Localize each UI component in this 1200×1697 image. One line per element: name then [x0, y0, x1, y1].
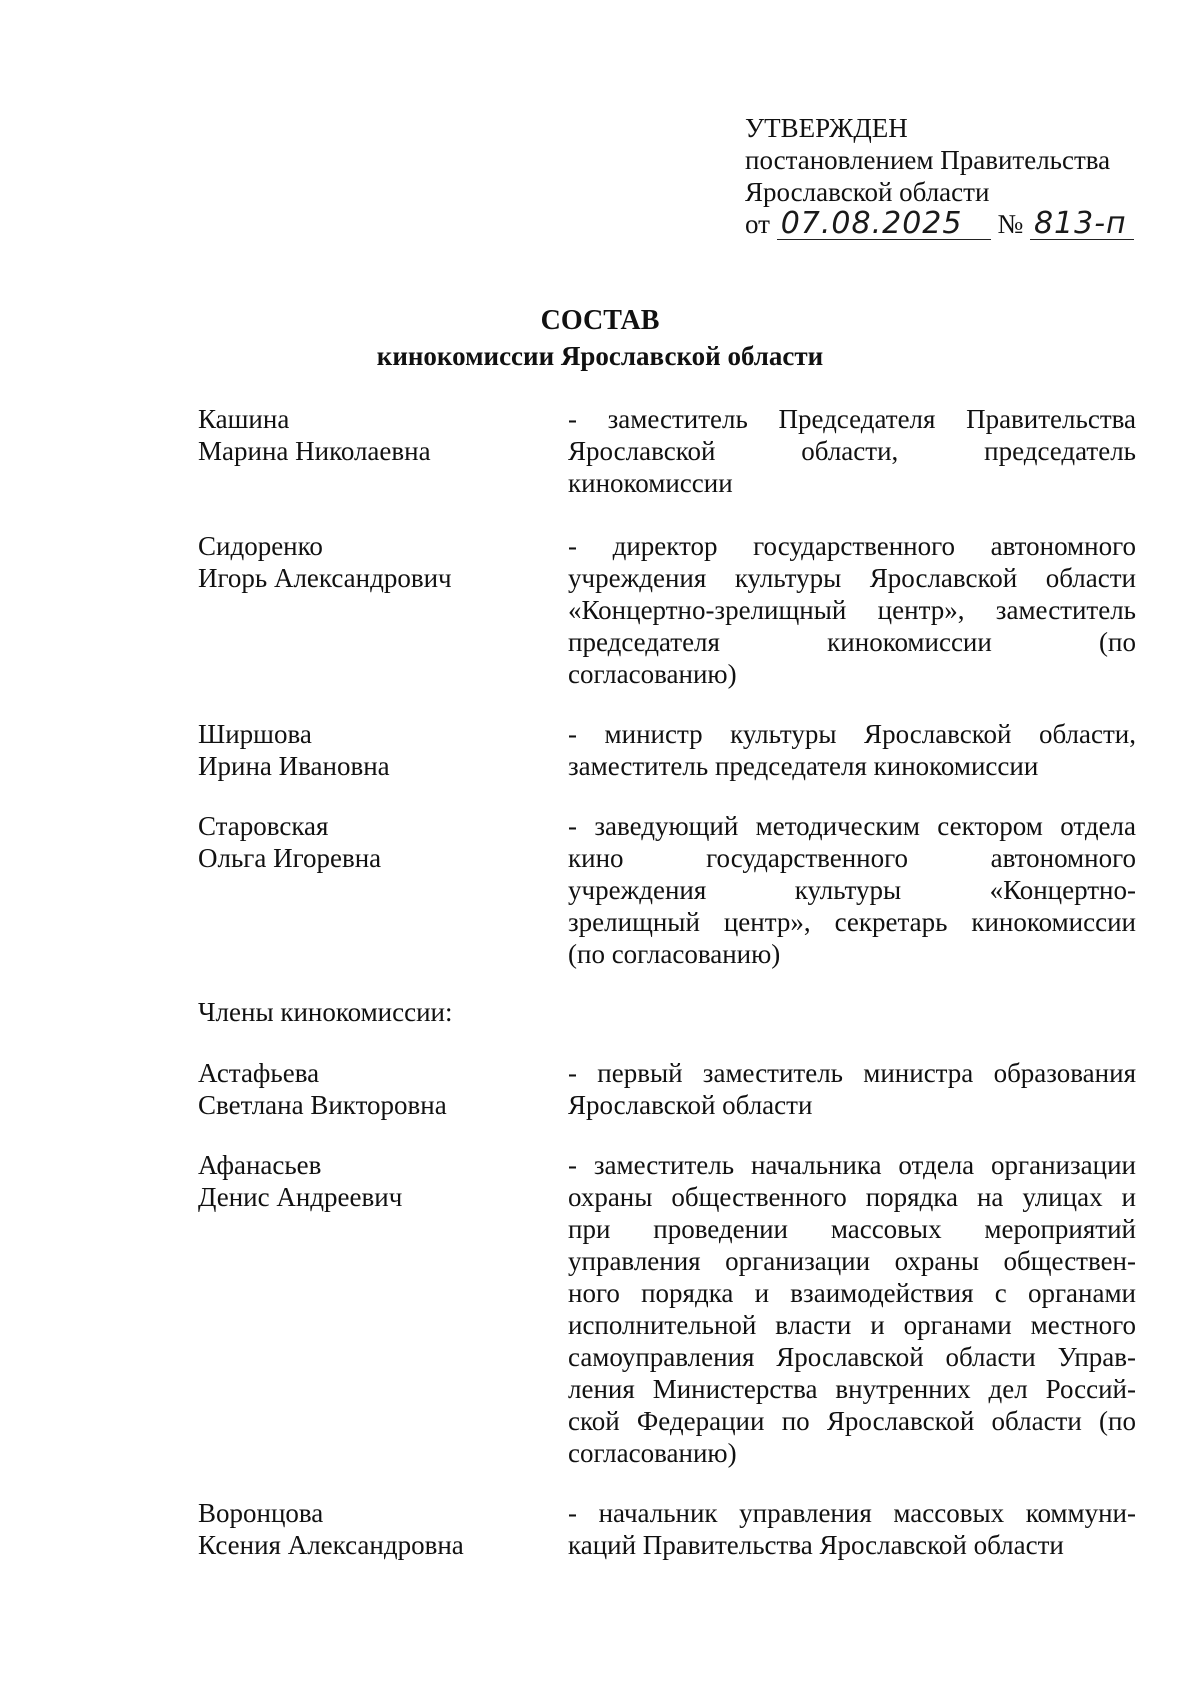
given-names: Ксения Александровна — [198, 1530, 464, 1560]
desc-line: согласованию) — [568, 1438, 737, 1468]
given-names: Денис Андреевич — [198, 1182, 403, 1212]
surname: Воронцова — [198, 1498, 324, 1528]
desc-line: Ярославской области — [568, 1090, 813, 1120]
person-name — [198, 810, 538, 874]
date-prefix: от — [745, 209, 770, 239]
desc-line: ления Министерства внутренних дел Россий- — [568, 1374, 1136, 1404]
approval-block — [745, 112, 1134, 240]
approval-heading: УТВЕРЖДЕН — [745, 113, 908, 143]
desc-line: - первый заместитель министра образования — [568, 1058, 1136, 1088]
surname: Ширшова — [198, 719, 312, 749]
position-description — [568, 530, 1136, 690]
desc-line: председателя кинокомиссии (по — [568, 627, 1136, 657]
desc-line: - заместитель Председателя Правительства — [568, 404, 1136, 434]
given-names: Игорь Александрович — [198, 563, 452, 593]
person-name — [198, 1149, 538, 1213]
desc-line: согласованию) — [568, 659, 737, 689]
surname: Старовская — [198, 811, 329, 841]
position-description — [568, 718, 1136, 782]
desc-line: - заместитель начальника отдела организации — [568, 1150, 1136, 1180]
document-subtitle: кинокомиссии Ярославской области — [376, 341, 824, 371]
members-heading: Члены кинокомиссии: — [198, 997, 453, 1027]
position-description — [568, 403, 1136, 499]
handwritten-date: 07.08.2025 — [777, 209, 991, 240]
desc-line: «Концертно-зрелищный центр», заместитель — [568, 595, 1136, 625]
given-names: Светлана Викторовна — [198, 1090, 447, 1120]
person-name — [198, 530, 538, 594]
position-description — [568, 810, 1136, 970]
desc-line: - заведующий методическим сектором отдела — [568, 811, 1136, 841]
desc-line: кино государственного автономного — [568, 843, 1136, 873]
desc-line: учреждения культуры «Концертно- — [568, 875, 1136, 905]
given-names: Марина Николаевна — [198, 436, 431, 466]
desc-line: управления организации охраны обществен- — [568, 1246, 1136, 1276]
desc-line: исполнительной власти и органами местного — [568, 1310, 1136, 1340]
given-names: Ольга Игоревна — [198, 843, 382, 873]
person-name — [198, 403, 538, 467]
surname: Кашина — [198, 404, 290, 434]
approval-region: Ярославской области — [745, 177, 990, 207]
desc-line: самоуправления Ярославской области Управ- — [568, 1342, 1136, 1372]
desc-line: зрелищный центр», секретарь кинокомиссии — [568, 907, 1136, 937]
desc-line: заместитель председателя кинокомиссии — [568, 751, 1039, 781]
desc-line: каций Правительства Ярославской области — [568, 1530, 1064, 1560]
desc-line: ного порядка и взаимодействия с органами — [568, 1278, 1136, 1308]
position-description — [568, 1497, 1136, 1561]
desc-line: ской Федерации по Ярославской области (по — [568, 1406, 1136, 1436]
desc-line: при проведении массовых мероприятий — [568, 1214, 1136, 1244]
desc-line: - директор государственного автономного — [568, 531, 1136, 561]
handwritten-number: 813-п — [1030, 209, 1134, 240]
number-prefix: № — [997, 209, 1024, 239]
desc-line: - начальник управления массовых коммуни- — [568, 1498, 1136, 1528]
desc-line: кинокомиссии — [568, 468, 733, 498]
surname: Астафьева — [198, 1058, 320, 1088]
desc-line: (по согласованию) — [568, 939, 781, 969]
person-name — [198, 1057, 538, 1121]
desc-line: охраны общественного порядка на улицах и — [568, 1182, 1136, 1212]
approval-date-number — [745, 208, 1134, 240]
surname: Сидоренко — [198, 531, 323, 561]
surname: Афанасьев — [198, 1150, 322, 1180]
desc-line: учреждения культуры Ярославской области — [568, 563, 1136, 593]
person-name — [198, 1497, 538, 1561]
position-description — [568, 1149, 1136, 1469]
given-names: Ирина Ивановна — [198, 751, 390, 781]
person-name — [198, 718, 538, 782]
desc-line: - министр культуры Ярославской области, — [568, 719, 1136, 749]
position-description — [568, 1057, 1136, 1121]
document-title: СОСТАВ — [540, 305, 660, 336]
desc-line: Ярославской области, председатель — [568, 436, 1136, 466]
approval-resolution: постановлением Правительства — [745, 145, 1111, 175]
